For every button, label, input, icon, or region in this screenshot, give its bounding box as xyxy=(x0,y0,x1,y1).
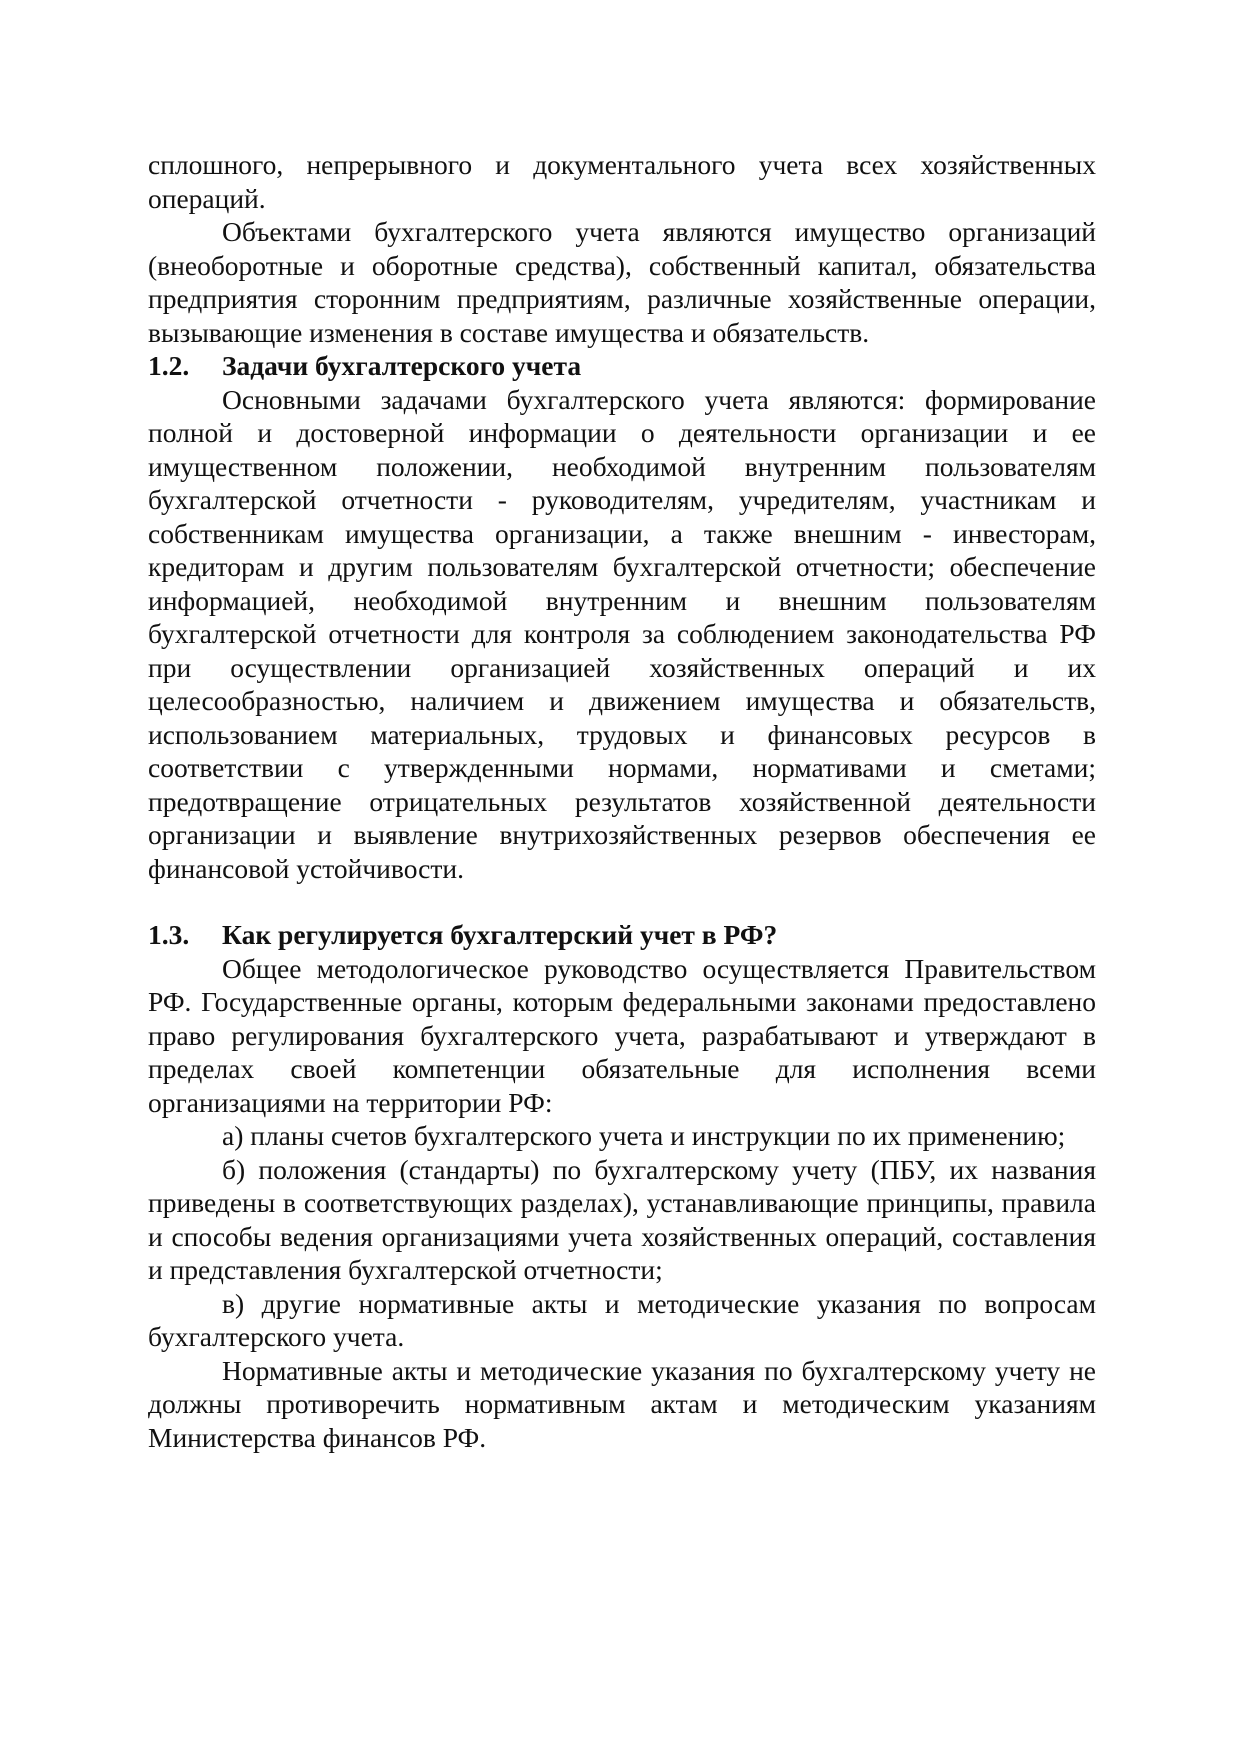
section-number: 1.3. xyxy=(148,919,190,950)
document-page xyxy=(148,148,1096,1454)
paragraph-accounting-tasks: Основными задачами бухгалтерского учета являются: формирование полной и достоверной информации о деятельности организации и ее имущественном положении, необходимой внутренним пользователям бухгалтерской отчетности - руководителям, учредителям, участникам и собственникам имущества организации, а также внешним - инвесторам, кредиторам и другим пользователям бухгалтерской отчетности; обеспечение информацией, необходимой внутренним и внешним пользователям бухгалтерской отчетности для контроля за соблюдением законодательства РФ при осуществлении организацией хозяйственных операций и их целесообразностью, наличием и движением имущества и обязательств, использованием материальных, трудовых и финансовых ресурсов в соответствии с утвержденными нормами, нормативами и сметами; предотвращение отрицательных результатов хозяйственной деятельности организации и выявление внутрихозяйственных резервов обеспечения ее финансовой устойчивости. xyxy=(148,383,1096,884)
paragraph-regulation: Общее методологическое руководство осуществляется Правительством РФ. Государственные органы, которым федеральными законами предоставлено право регулирования бухгалтерского учета, разрабатывают и утверждают в пределах своей компетенции обязательные для исполнения всеми организациями на территории РФ: xyxy=(148,952,1096,1118)
spacer xyxy=(148,885,1096,918)
section-heading-1-3 xyxy=(148,918,1096,952)
list-item-b: б) положения (стандарты) по бухгалтерскому учету (ПБУ, их названия приведены в соответствующих разделах), устанавливающие принципы, правила и способы ведения организациями учета хозяйственных операций, составления и представления бухгалтерской отчетности; xyxy=(148,1153,1096,1285)
paragraph-accounting-objects: Объектами бухгалтерского учета являются имущество организаций (внеоборотные и оборотные средства), собственный капитал, обязательства предприятия сторонним предприятиям, различные хозяйственные операции, вызывающие изменения в составе имущества и обязательств. xyxy=(148,216,1096,348)
section-heading-1-2 xyxy=(148,349,1096,383)
list-item-c: в) другие нормативные акты и методические указания по вопросам бухгалтерского учета. xyxy=(148,1287,1096,1352)
list-item-a: а) планы счетов бухгалтерского учета и инструкции по их применению; xyxy=(222,1120,1066,1151)
section-number: 1.2. xyxy=(148,350,190,381)
section-title: Задачи бухгалтерского учета xyxy=(222,350,582,381)
paragraph-continuation: сплошного, непрерывного и документального учета всех хозяйственных операций. xyxy=(148,149,1096,214)
paragraph-normative-acts: Нормативные акты и методические указания по бухгалтерскому учету не должны противоречить нормативным актам и методическим указаниям Министерства финансов РФ. xyxy=(148,1354,1096,1453)
section-title: Как регулируется бухгалтерский учет в РФ? xyxy=(222,919,778,950)
